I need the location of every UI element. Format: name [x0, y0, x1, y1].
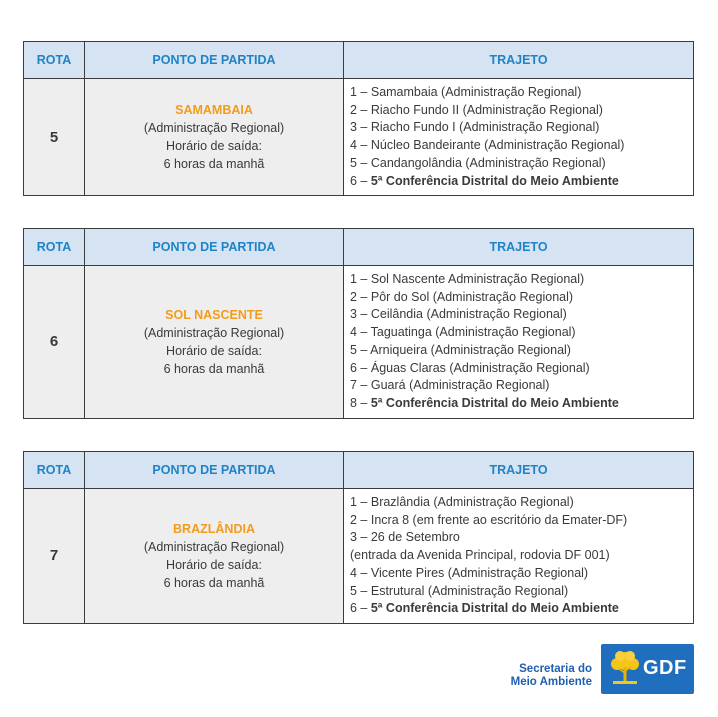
route-table-7 — [23, 451, 694, 624]
list-item: 2 – Incra 8 (em frente ao escritório da Emater-DF) — [350, 512, 628, 527]
header-ponto-de-partida: PONTO DE PARTIDA — [85, 229, 344, 266]
header-trajeto: TRAJETO — [344, 229, 694, 266]
list-item: 4 – Vicente Pires (Administração Regional) — [350, 565, 589, 580]
list-item: 3 – Ceilândia (Administração Regional) — [350, 307, 567, 322]
departure-time: 6 horas da manhã — [163, 361, 265, 376]
list-item: 3 – 26 de Setembro — [350, 530, 460, 545]
starting-point — [85, 79, 344, 196]
header-trajeto: TRAJETO — [344, 452, 694, 489]
departure-time: 6 horas da manhã — [163, 157, 265, 172]
list-item: 3 – Riacho Fundo I (Administração Regional) — [350, 120, 600, 135]
starting-point-name: SAMAMBAIA — [175, 103, 253, 118]
route-number: 7 — [24, 489, 85, 624]
list-item: 1 – Brazlândia (Administração Regional) — [350, 495, 574, 509]
header-rota: ROTA — [24, 229, 85, 266]
list-item: 2 – Pôr do Sol (Administração Regional) — [350, 289, 574, 304]
table-row — [24, 79, 694, 196]
departure-label: Horário de saída: — [166, 139, 262, 154]
list-item: 4 – Núcleo Bandeirante (Administração Regional) — [350, 138, 625, 153]
departure-time: 6 horas da manhã — [163, 575, 265, 590]
starting-point — [85, 266, 344, 419]
footer-logos — [500, 644, 695, 696]
starting-point-name: BRAZLÂNDIA — [173, 521, 255, 536]
route-stops — [344, 489, 694, 624]
header-ponto-de-partida: PONTO DE PARTIDA — [85, 452, 344, 489]
table-header-row — [24, 42, 694, 79]
ipe-tree-icon — [607, 649, 643, 689]
starting-point-info: (Administração Regional) — [143, 539, 285, 554]
route-number: 5 — [24, 79, 85, 196]
list-item: 7 – Guará (Administração Regional) — [350, 378, 550, 393]
route-table-5 — [23, 41, 694, 196]
list-item: 2 – Riacho Fundo II (Administração Regional) — [350, 102, 603, 117]
header-rota: ROTA — [24, 42, 85, 79]
starting-point-info: (Administração Regional) — [143, 121, 285, 136]
starting-point-info: (Administração Regional) — [143, 325, 285, 340]
header-trajeto: TRAJETO — [344, 42, 694, 79]
starting-point — [85, 489, 344, 624]
route-stops — [344, 79, 694, 196]
departure-label: Horário de saída: — [166, 343, 262, 358]
secretaria-logo-text: Secretaria do Meio Ambiente — [510, 663, 592, 688]
starting-point-name: SOL NASCENTE — [165, 307, 263, 322]
header-ponto-de-partida: PONTO DE PARTIDA — [85, 42, 344, 79]
list-item: 6 – Águas Claras (Administração Regional) — [350, 360, 590, 375]
list-item: 8 – 5ª Conferência Distrital do Meio Ambiente — [350, 395, 619, 410]
list-item: 4 – Taguatinga (Administração Regional) — [350, 325, 576, 340]
table-header-row — [24, 229, 694, 266]
list-item: 5 – Arniqueira (Administração Regional) — [350, 342, 571, 357]
route-table-6 — [23, 228, 694, 419]
list-item: 5 – Estrutural (Administração Regional) — [350, 583, 569, 598]
list-item: 5 – Candangolândia (Administração Regional) — [350, 155, 606, 170]
list-item: 6 – 5ª Conferência Distrital do Meio Ambiente — [350, 601, 619, 616]
route-number: 6 — [24, 266, 85, 419]
list-item: 6 – 5ª Conferência Distrital do Meio Ambiente — [350, 173, 619, 188]
table-row — [24, 489, 694, 624]
header-rota: ROTA — [24, 452, 85, 489]
table-row — [24, 266, 694, 419]
list-item: 1 – Sol Nascente Administração Regional) — [350, 272, 585, 286]
table-header-row — [24, 452, 694, 489]
list-item: 1 – Samambaia (Administração Regional) — [350, 85, 582, 99]
gdf-logo-text: GDF — [643, 657, 687, 679]
list-item: (entrada da Avenida Principal, rodovia DF 001) — [350, 548, 610, 563]
gdf-logo — [601, 644, 694, 694]
route-stops — [344, 266, 694, 419]
departure-label: Horário de saída: — [166, 557, 262, 572]
